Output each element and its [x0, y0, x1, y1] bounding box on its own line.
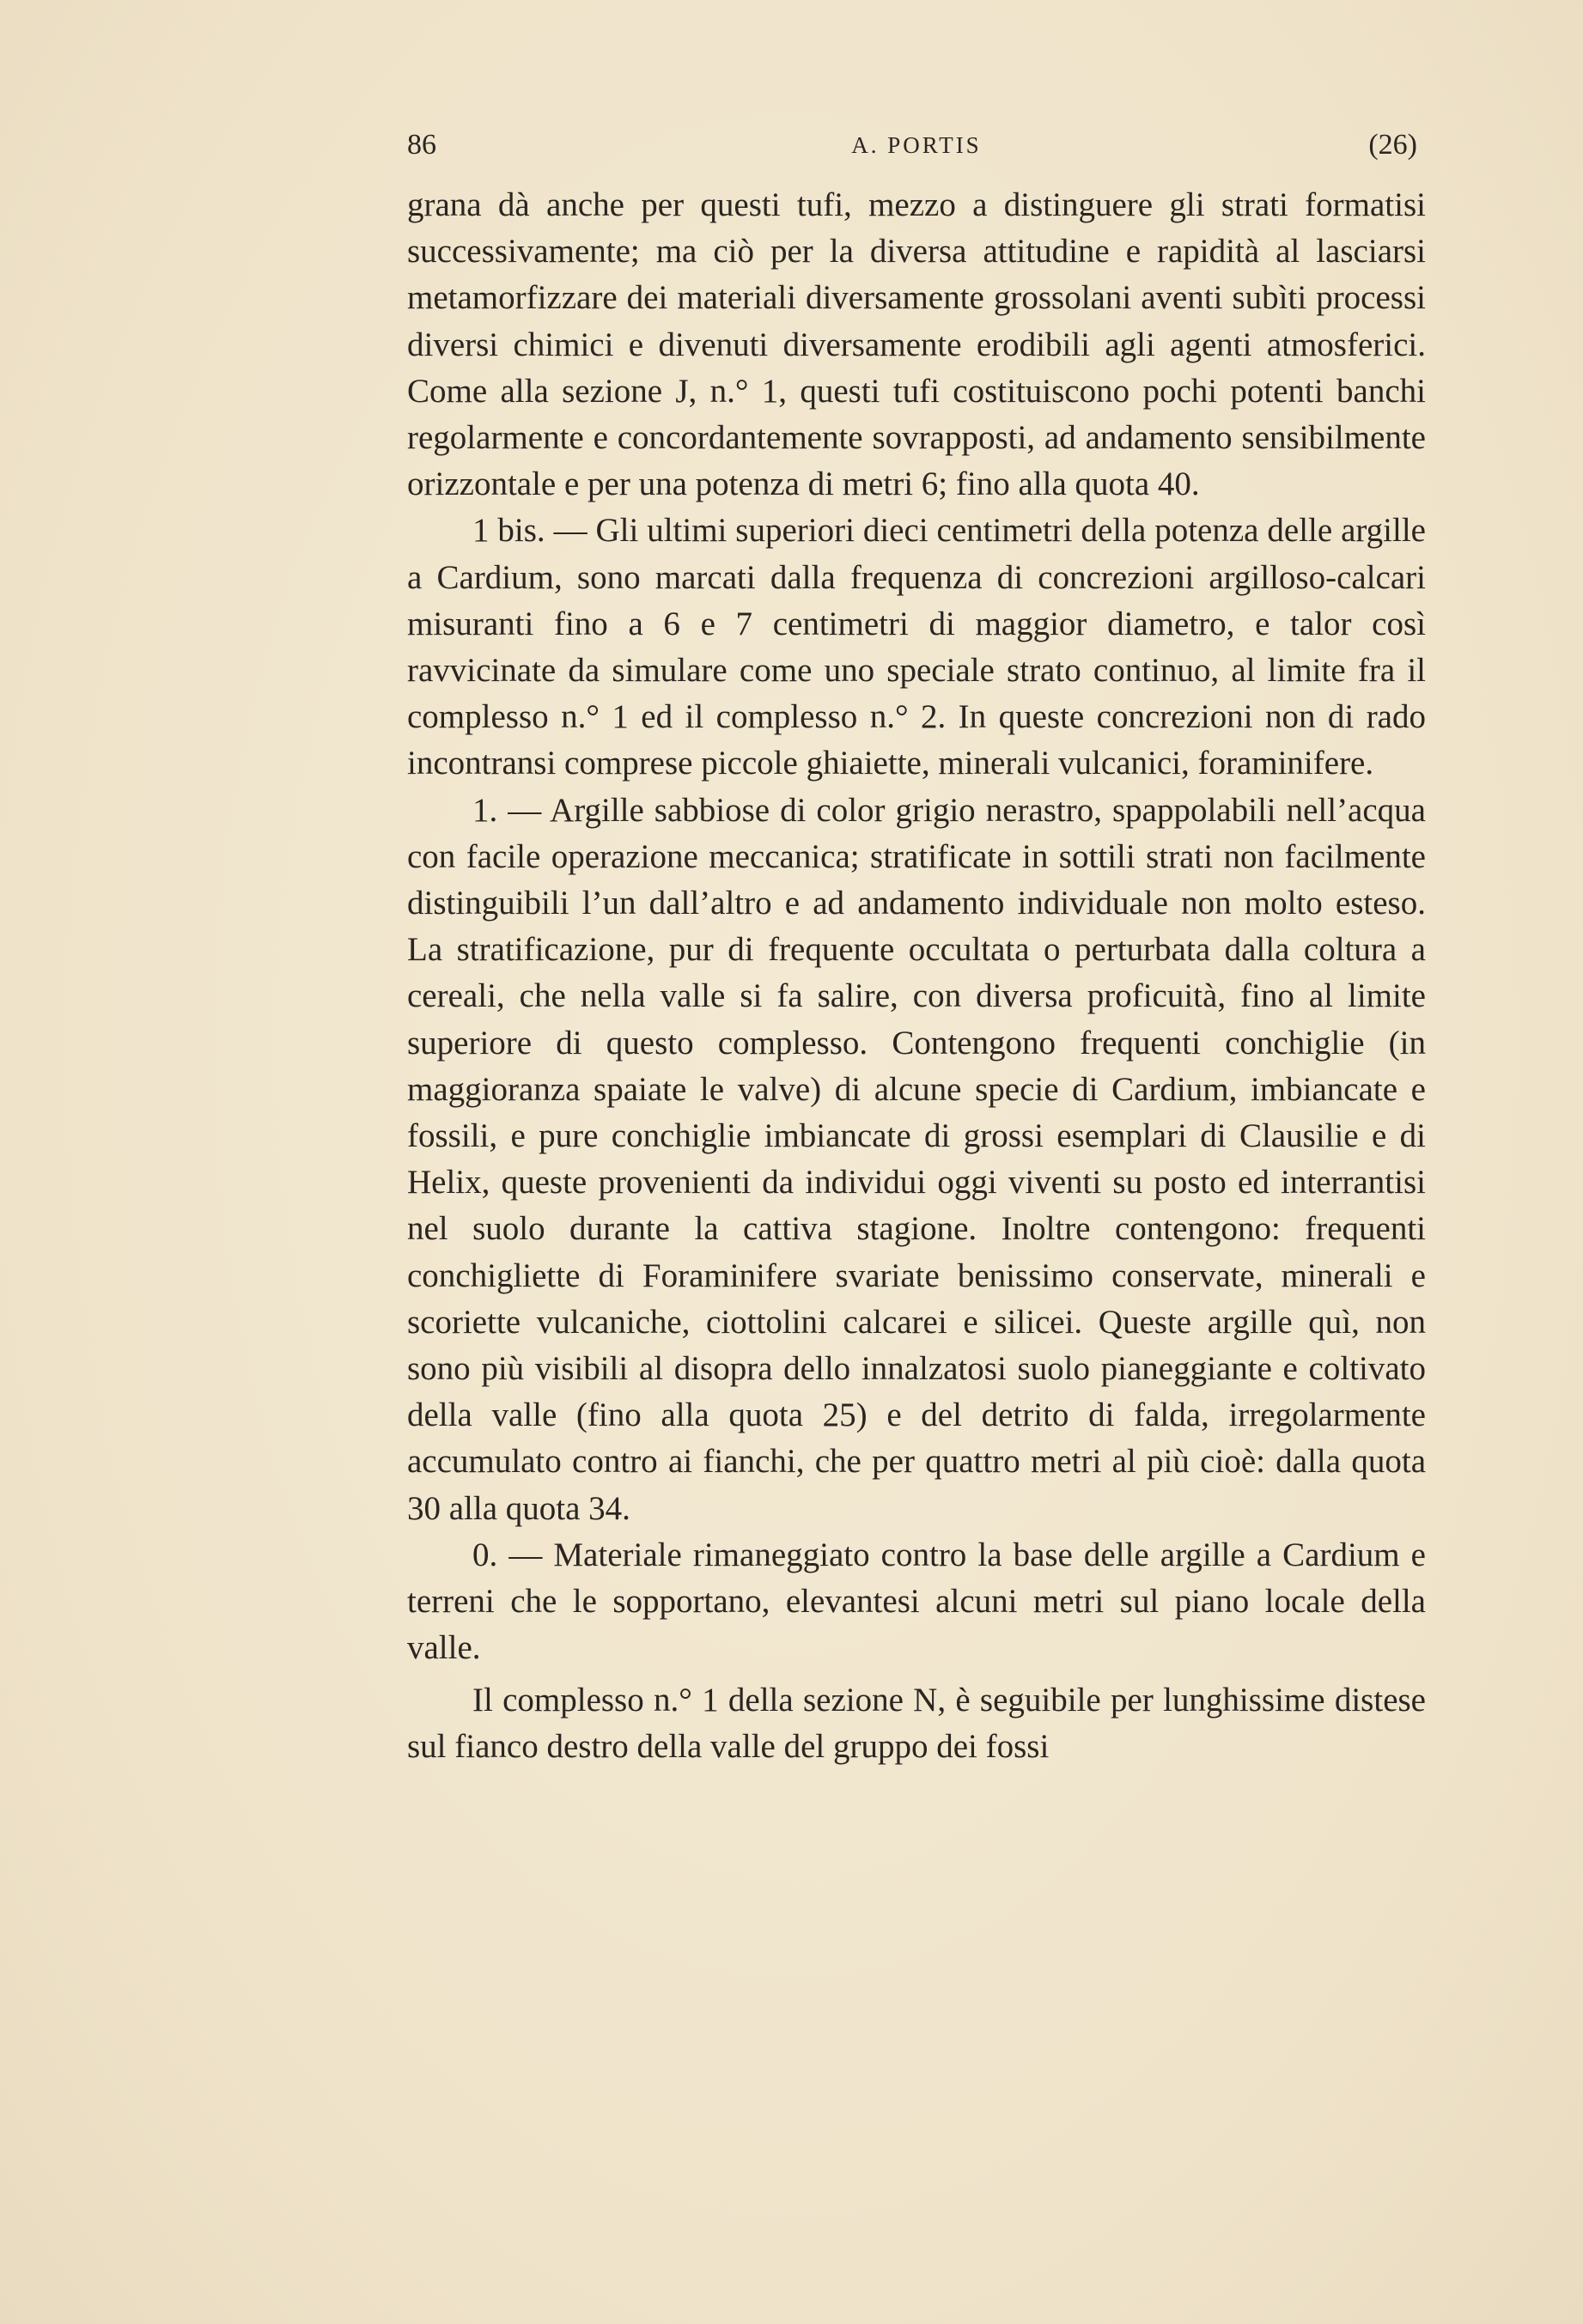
- original-page-number: (26): [1368, 129, 1417, 161]
- body-text: [407, 182, 1426, 1770]
- page-number: 86: [407, 129, 436, 161]
- running-header: [407, 129, 1426, 173]
- running-title-author: A. PORTIS: [851, 132, 982, 158]
- paragraph-continuation: grana dà anche per questi tufi, mezzo a distinguere gli strati formatisi successivamente; ma ciò per la diversa attitudine e rapidità al lasciarsi metamorfizzare dei materiali diversamente grossolani aventi subìti processi diversi chimici e divenuti diversamente erodibili agli agenti atmosferici. Come alla sezione J, n.° 1, questi tufi costituiscono pochi potenti banchi regolarmente e concordantemente sovrapposti, ad andamento sensibilmente orizzontale e per una potenza di metri 6; fino alla quota 40.: [407, 186, 1426, 503]
- paragraph-complesso: Il complesso n.° 1 della sezione N, è seguibile per lunghissime distese sul fianco destro della valle del gruppo dei fossi: [407, 1681, 1426, 1765]
- paragraph-1-bis: 1 bis. — Gli ultimi superiori dieci centimetri della potenza delle argille a Cardium, sono marcati dalla frequenza di concrezioni argilloso-calcari misuranti fino a 6 e 7 centimetri di maggior diametro, e talor così ravvicinate da simulare come uno speciale strato continuo, al limite fra il complesso n.° 1 ed il complesso n.° 2. In queste concrezioni non di rado incontransi comprese piccole ghiaiette, minerali vulcanici, foraminifere.: [407, 512, 1426, 782]
- paragraph-1: 1. — Argille sabbiose di color grigio nerastro, spappolabili nell’acqua con facile operazione meccanica; stratificate in sottili strati non facilmente distinguibili l’un dall’altro e ad andamento individuale non molto esteso. La stratificazione, pur di frequente occultata o perturbata dalla coltura a cereali, che nella valle si fa salire, con diversa proficuità, fino al limite superiore di questo complesso. Contengono frequenti conchiglie (in maggioranza spaiate le valve) di alcune specie di Cardium, imbiancate e fossili, e pure conchiglie imbiancate di grossi esemplari di Clausilie e di Helix, queste provenienti da individui oggi viventi su posto ed interrantisi nel suolo durante la cattiva stagione. Inoltre contengono: frequenti conchigliette di Foraminifere svariate benissimo conservate, minerali e scoriette vulcaniche, ciottolini calcarei e silicei. Queste argille quì, non sono più visibili al disopra dello innalzatosi suolo pianeggiante e coltivato della valle (fino alla quota 25) e del detrito di falda, irregolarmente accumulato contro ai fianchi, che per quattro metri al più cioè: dalla quota 30 alla quota 34.: [407, 791, 1426, 1527]
- paragraph-0: 0. — Materiale rimaneggiato contro la base delle argille a Cardium e terreni che le sopportano, elevantesi alcuni metri sul piano locale della valle.: [407, 1536, 1426, 1667]
